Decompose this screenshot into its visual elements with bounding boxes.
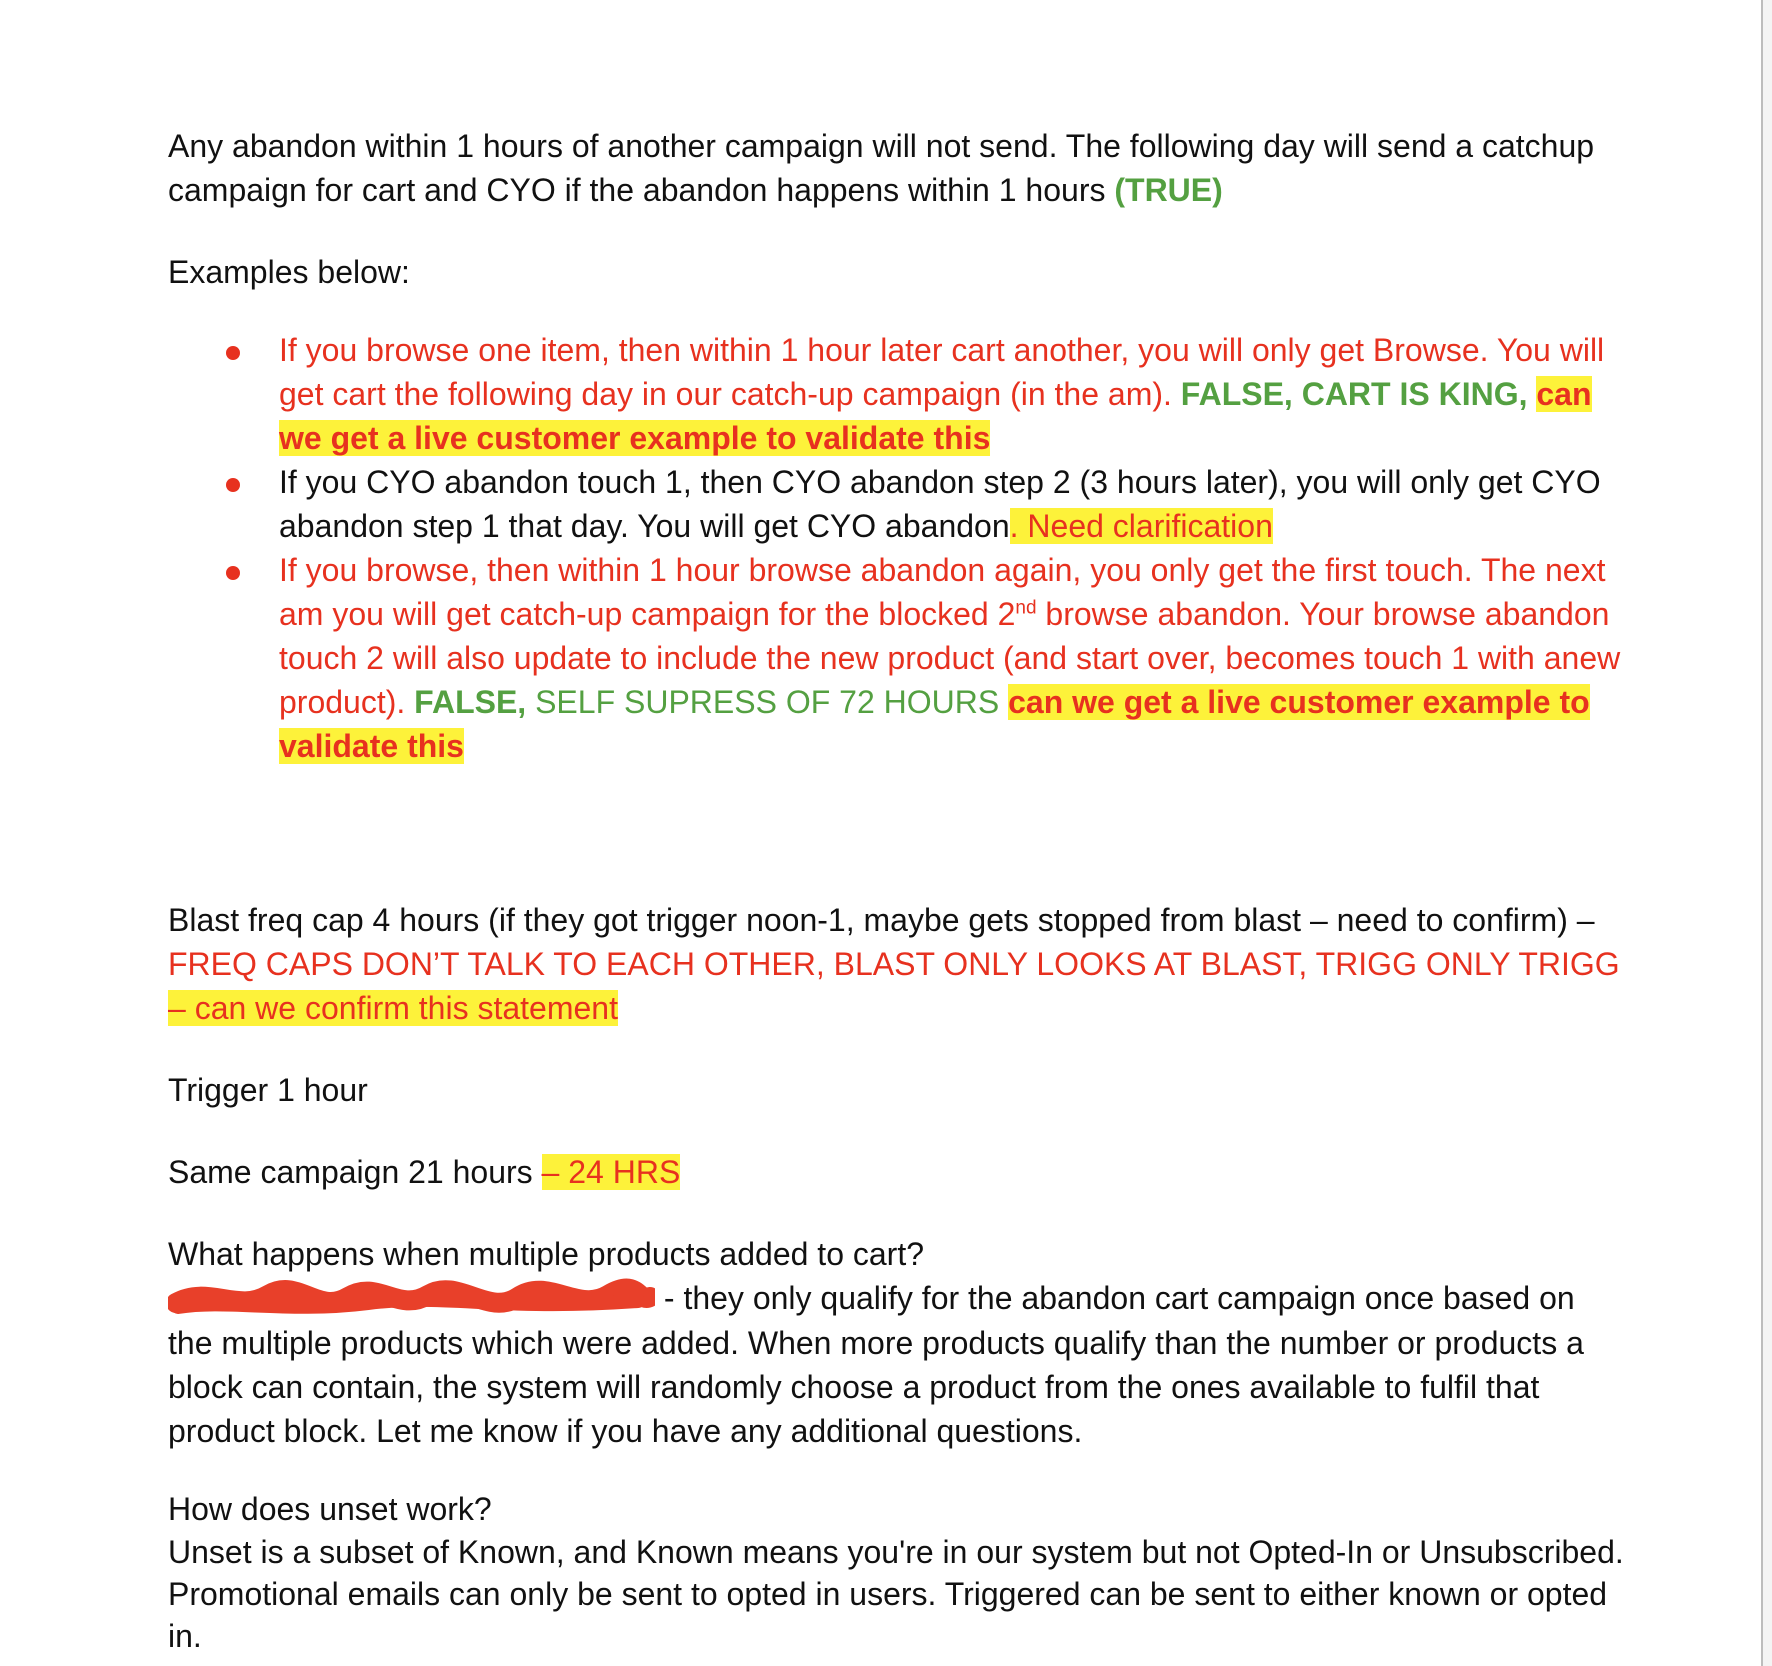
same-campaign-note: – 24 HRS <box>541 1154 681 1190</box>
bullet-icon <box>226 478 240 492</box>
examples-heading: Examples below: <box>168 254 410 290</box>
list-item <box>168 460 1628 548</box>
examples-list <box>168 328 1628 768</box>
bullet-note: can we get a live customer example to validate this <box>279 376 1592 456</box>
bullet-text: If you browse, then within 1 hour browse abandon again, you only get the first touch. The next am you will get catch-up campaign for the blocked 2 <box>279 552 1606 632</box>
blast-note: – can we confirm this statement <box>168 990 618 1026</box>
list-item <box>168 328 1628 460</box>
bullet-icon <box>226 566 240 580</box>
trigger-line: Trigger 1 hour <box>168 1072 368 1108</box>
bullet-text: If you CYO abandon touch 1, then CYO abandon step 2 (3 hours later), you will only get CYO abandon step 1 that day. You will get CYO abandon <box>279 464 1601 544</box>
bullet-note: can we get a live customer example to validate this <box>279 684 1590 764</box>
multi-answer-text: - they only qualify for the abandon cart campaign once based on the multiple products which were added. When more products qualify than the number or products a block can contain, the system will randomly choose a product from the ones available to fulfil that product block. Let me know if you have any additional questions. <box>168 1280 1584 1449</box>
ordinal-suffix: nd <box>1015 597 1037 619</box>
multi-question: What happens when multiple products added to cart? <box>168 1236 925 1272</box>
multi-answer <box>168 1276 1628 1453</box>
intro-paragraph <box>168 124 1628 212</box>
bullet-verdict-detail: SELF SUPRESS OF 72 HOURS <box>526 684 1009 720</box>
bullet-text: If you browse one item, then within 1 hour later cart another, you will only get Browse. You will get cart the following day in our catch-up campaign (in the am). <box>279 332 1605 412</box>
same-campaign-text: Same campaign 21 hours <box>168 1154 542 1190</box>
bullet-note: . Need clarification <box>1009 508 1273 544</box>
page-shadow <box>1763 0 1772 1666</box>
redaction-scribble <box>168 1281 655 1321</box>
bullet-verdict: FALSE, CART IS KING, <box>1180 376 1537 412</box>
blast-response: FREQ CAPS DON’T TALK TO EACH OTHER, BLAST ONLY LOOKS AT BLAST, TRIGG ONLY TRIGG <box>168 946 1620 982</box>
document-body <box>168 124 1628 1657</box>
blast-paragraph <box>168 898 1628 1030</box>
intro-text: Any abandon within 1 hours of another campaign will not send. The following day will send a catchup campaign for cart and CYO if the abandon happens within 1 hours <box>168 128 1595 208</box>
bullet-verdict: FALSE, <box>414 684 527 720</box>
same-campaign-line <box>168 1150 1628 1194</box>
list-item <box>168 548 1628 768</box>
unset-answer: Unset is a subset of Known, and Known means you're in our system but not Opted-In or Unsubscribed. Promotional emails can only be sent to opted in users. Triggered can be sent to either known or opted in. <box>168 1534 1624 1654</box>
bullet-icon <box>226 346 240 360</box>
bullet-text-continued: browse abandon. Your browse abandon touch 2 will also update to include the new product (and start over, becomes touch 1 with anew product). <box>279 596 1621 720</box>
intro-verdict: (TRUE) <box>1114 172 1223 208</box>
unset-question: How does unset work? <box>168 1491 492 1527</box>
blast-text: Blast freq cap 4 hours (if they got trigger noon-1, maybe gets stopped from blast – need to confirm) – <box>168 902 1595 938</box>
